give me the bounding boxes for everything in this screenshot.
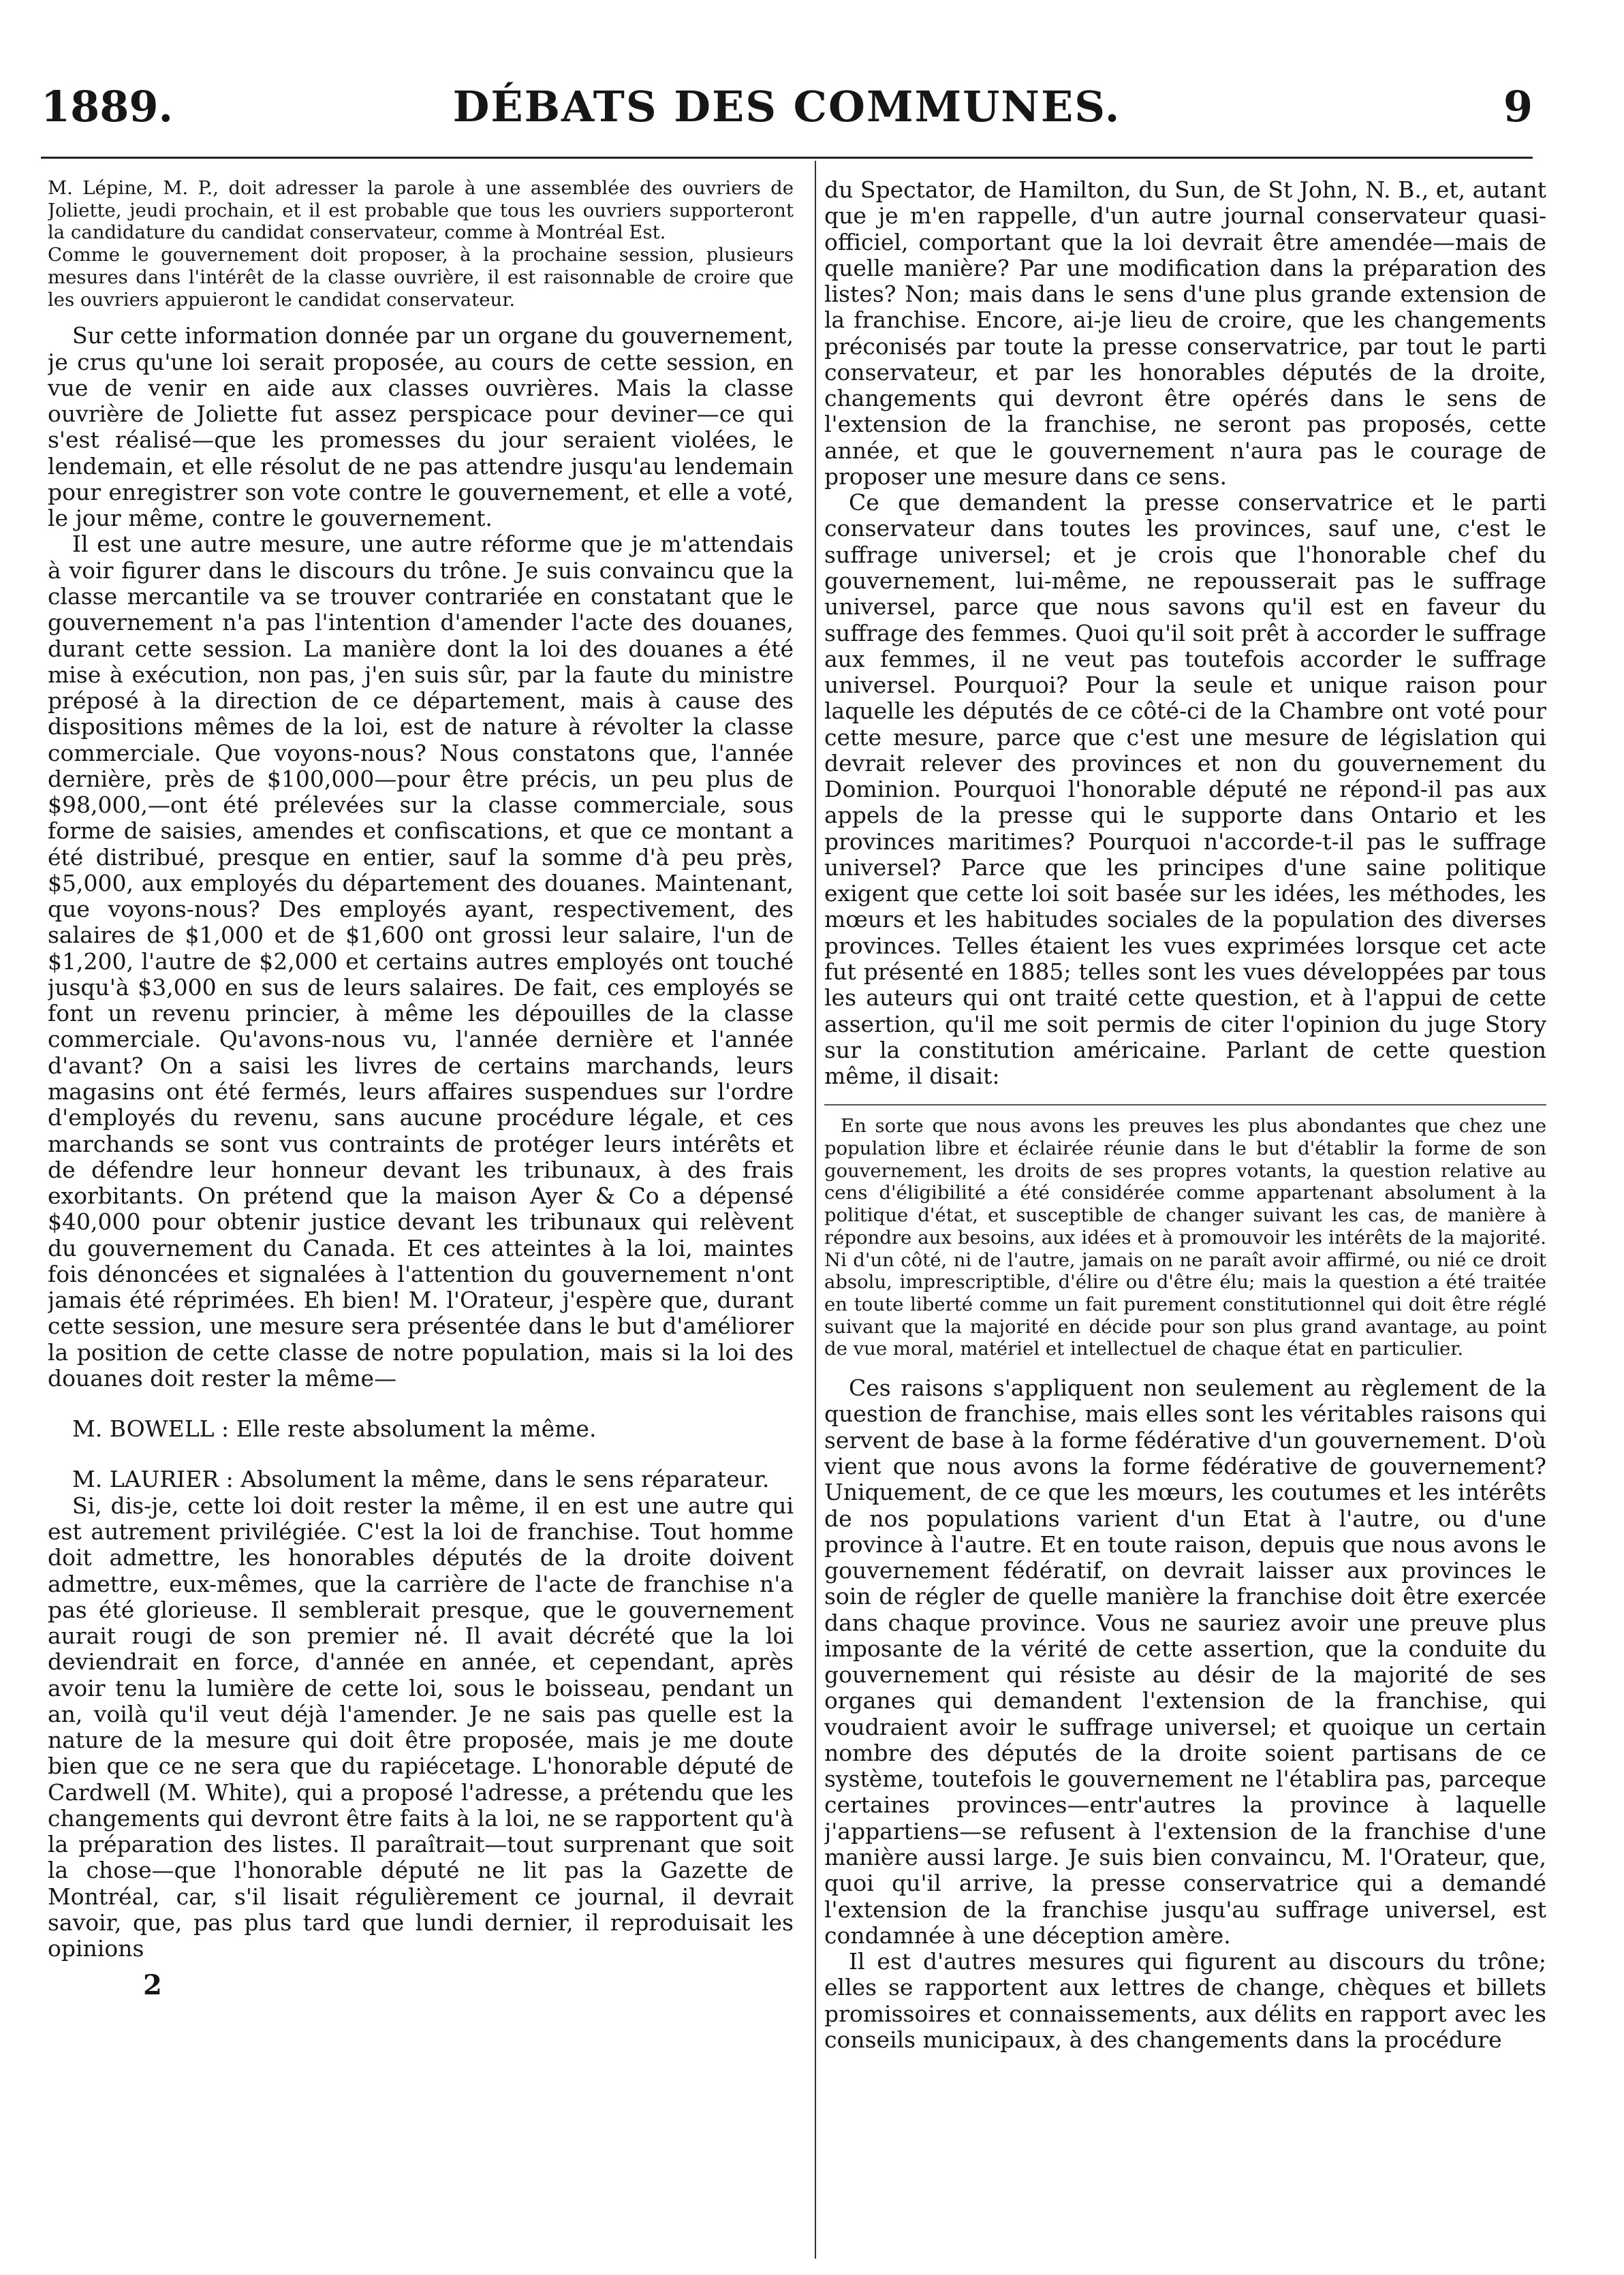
story-quotation: En sorte que nous avons les preuves les plus abondantes que chez une population libre et éclairée réunie dans le but d'établir la forme de son gouvernement, les droits de ses propres votants, la question relative au cens d'éligibilité a été considérée comme appartenant absolument à la politique d'état, et susceptible de changer suivant les cas, de manière à répondre aux besoins, aux idées et à promouvoir les intérêts de la majorité. Ni d'un côté, ni de l'autre, jamais on ne paraît avoir affirmé, ou nié ce droit absolu, imprescriptible, d'élire ou d'être élu; mais la question a été traitée en toute liberté comme un fait purement constitutionnel qui doit être réglé suivant que la majorité en décide pour son plus grand avantage, au point de vue moral, matériel et intellectuel de chaque état en particulier. [824,1104,1546,1360]
header-title: DÉBATS DES COMMUNES. [452,82,1121,131]
left-paragraph-1: Sur cette information donnée par un organe du gouvernement, je crus qu'une loi serait proposée, au cours de cette session, en vue de venir en aide aux classes ouvrières. Mais la classe ouvrière de Joliette fut assez perspicace pour deviner—ce qui s'est réalisé—que les promesses du jour seraient violées, le lendemain, et elle résolut de ne pas attendre jusqu'au lendemain pour enregistrer son vote contre le gouvernement, et elle a voté, le jour même, contre le gouvernement. [48,322,794,532]
right-paragraph-2: Ce que demandent la presse conservatrice et le parti conservateur dans toutes les provinces, sauf une, c'est le suffrage universel; et je crois que l'honorable chef du gouvernement, lui-même, ne repousserait pas le suffrage universel, parce que nous savons qu'il est en faveur du suffrage des femmes. Quoi qu'il soit prêt à accorder le suffrage aux femmes, il ne veut pas toutefois accorder le suffrage universel. Pourquoi? Pour la seule et unique raison pour laquelle les députés de ce côté-ci de la Chambre ont voté pour cette mesure, parce que c'est une mesure de législation qui devrait relever des provinces et non du gouvernement du Dominion. Pourquoi l'honorable député ne répond-il pas aux appels de la presse qui le supporte dans Ontario et les provinces maritimes? Pourquoi n'accorde-t-il pas le suffrage universel? Parce que les principes d'une saine politique exigent que cette loi soit basée sur les idées, les méthodes, les mœurs et les habitudes sociales de la population des diverses provinces. Telles étaient les vues exprimées lorsque cet acte fut présenté en 1885; telles sont les vues développées par tous les auteurs qui ont traité cette question, et à l'appui de cette assertion, qu'il me soit permis de citer l'opinion du juge Story sur la constitution américaine. Parlant de cette question même, il disait: [824,489,1546,1090]
header-rule [41,157,1533,159]
right-paragraph-4: Il est d'autres mesures qui figurent au discours du trône; elles se rapportent aux lettres de change, chèques et billets promissoires et connaissements, aux délits en rapport avec les conseils municipaux, à des changements dans la procédure [824,1948,1546,2053]
right-paragraph-3: Ces raisons s'appliquent non seulement au règlement de la question de franchise, mais elles sont les véritables raisons qui servent de base à la forme fédérative d'un gouvernement. D'où vient que nous avons la forme fédérative de gouvernement? Uniquement, de ce que les mœurs, les coutumes et les intérêts de nos populations varient d'un Etat à l'autre, ou d'une province à l'autre. Et en toute raison, depuis que nous avons le gouvernement fédératif, on devrait laisser aux provinces le soin de régler de quelle manière la franchise doit être exercée dans chaque province. Vous ne sauriez avoir une preuve plus imposante de la vérité de cette assertion, que la conduite du gouvernement qui résiste au désir de la majorité de ses organes qui demandent l'extension de la franchise, qui voudraient avoir le suffrage universel; et quoique un certain nombre des députés de la droite soient partisans de ce système, toutefois le gouvernement ne l'établira pas, parceque certaines provinces—entr'autres la province à laquelle j'appartiens—se refusent à l'extension de la franchise d'une manière aussi large. Je suis bien convaincu, M. l'Orateur, que, quoi qu'il arrive, la presse conservatrice qui a demandé l'extension de la franchise jusqu'au suffrage universel, est condamnée à une déception amère. [824,1375,1546,1949]
newspaper-note-1: M. Lépine, M. P., doit adresser la parole à une assemblée des ouvriers de Joliette, jeudi prochain, et il est probable que tous les ouvriers supporteront la candidature du candidat conservateur, comme à Montréal Est. [48,177,794,244]
column-divider [815,161,816,2259]
left-paragraph-3: Si, dis-je, cette loi doit rester la même, il en est une autre qui est autrement privilégiée. C'est la loi de franchise. Tout homme doit admettre, les honorables députés de la droite doivent admettre, eux-mêmes, que la carrière de l'acte de franchise n'a pas été glorieuse. Il semblerait presque, que le gouvernement aurait rougi de son premier né. Il avait décrété que la loi deviendrait en force, d'année en année, et cependant, après avoir tenu la lumière de cette loi, sous le boisseau, pendant un an, voilà qu'il veut déjà l'amender. Je ne sais pas quelle est la nature de la mesure qui doit être proposée, mais je me doute bien que ce ne sera que du rapiécetage. L'honorable député de Cardwell (M. White), qui a proposé l'adresse, a prétendu que les changements qui devront être faits à la loi, ne se rapportent qu'à la préparation des listes. Il paraîtrait—tout surprenant que soit la chose—que l'honorable député ne lit pas la Gazette de Montréal, car, s'il lisait régulièrement ce journal, il devrait savoir, que, pas plus tard que lundi dernier, il reproduisait les opinions [48,1492,794,1962]
left-paragraph-2: Il est une autre mesure, une autre réforme que je m'attendais à voir figurer dans le discours du trône. Je suis convaincu que la classe mercantile va se trouver contrariée en constatant que le gouvernement n'a pas l'intention d'amender l'acte des douanes, durant cette session. La manière dont la loi des douanes a été mise à exécution, non pas, j'en suis sûr, par la faute du ministre préposé à la direction de ce département, mais à cause des dispositions mêmes de la loi, est de nature à révolter la classe commerciale. Que voyons-nous? Nous constatons que, l'année dernière, près de $100,000—pour être précis, un peu plus de $98,000,—ont été prélevées sur la classe commerciale, sous forme de saisies, amendes et confiscations, et que ce montant a été distribué, presque en entier, sauf la somme d'à peu près, $5,000, aux employés du département des douanes. Maintenant, que voyons-nous? Des employés ayant, respectivement, des salaires de $1,000 et de $1,600 ont grossi leur salaire, l'un de $1,200, l'autre de $2,000 et certains autres employés ont touché jusqu'à $3,000 en sus de leurs salaires. De fait, ces employés se font un revenu princier, à même les dépouilles de la classe commerciale. Qu'avons-nous vu, l'année dernière et l'année d'avant? On a saisi les livres de certains marchands, leurs magasins ont été fermés, leurs affaires suspendues sur l'ordre d'employés du revenu, sans aucune procédure légale, et ces marchands se sont vus contraints de protéger leurs intérêts et de défendre leur honneur devant les tribunaux, à des frais exorbitants. On prétend que la maison Ayer & Co a dépensé $40,000 pour obtenir justice devant les tribunaux qui relèvent du gouvernement du Canada. Et ces atteintes à la loi, maintes fois dénoncées et signalées à l'attention du gouvernement n'ont jamais été réprimées. Eh bien! M. l'Orateur, j'espère que, durant cette session, une mesure sera présentée dans le but d'améliorer la position de cette classe de notre population, mais si la loi des douanes doit rester la même— [48,531,794,1392]
laurier-speech: M. LAURIER : Absolument la même, dans le sens réparateur. [72,1466,770,1493]
right-column [824,177,1546,2261]
page-header [41,82,1533,150]
left-column [48,177,794,2261]
bowell-speech: M. BOWELL : Elle reste absolument la même. [72,1415,597,1443]
header-page-number: 9 [1503,82,1533,131]
newspaper-note-2: Comme le gouvernement doit proposer, à la prochaine session, plusieurs mesures dans l'intérêt de la classe ouvrière, il est raisonnable de croire que les ouvriers appuieront le candidat conservateur. [48,244,794,311]
right-paragraph-1: du Spectator, de Hamilton, du Sun, de St John, N. B., et, autant que je m'en rappelle, d'un autre journal conservateur quasi-officiel, comportant que la loi devrait être amendée—mais de quelle manière? Par une modification dans la préparation des listes? Non; mais dans le sens d'une plus grande extension de la franchise. Encore, ai-je lieu de croire, que les changements préconisés par toute la presse conservatrice, par tout le parti conservateur, et par les honorables députés de la droite, changements qui devront être opérés dans le sens de l'extension de la franchise, ne seront pas proposés, cette année, et que le gouvernement n'aura pas le courage de proposer une mesure dans ce sens. [824,177,1546,490]
header-year: 1889. [41,82,174,131]
signature-mark: 2 [143,1968,162,2001]
